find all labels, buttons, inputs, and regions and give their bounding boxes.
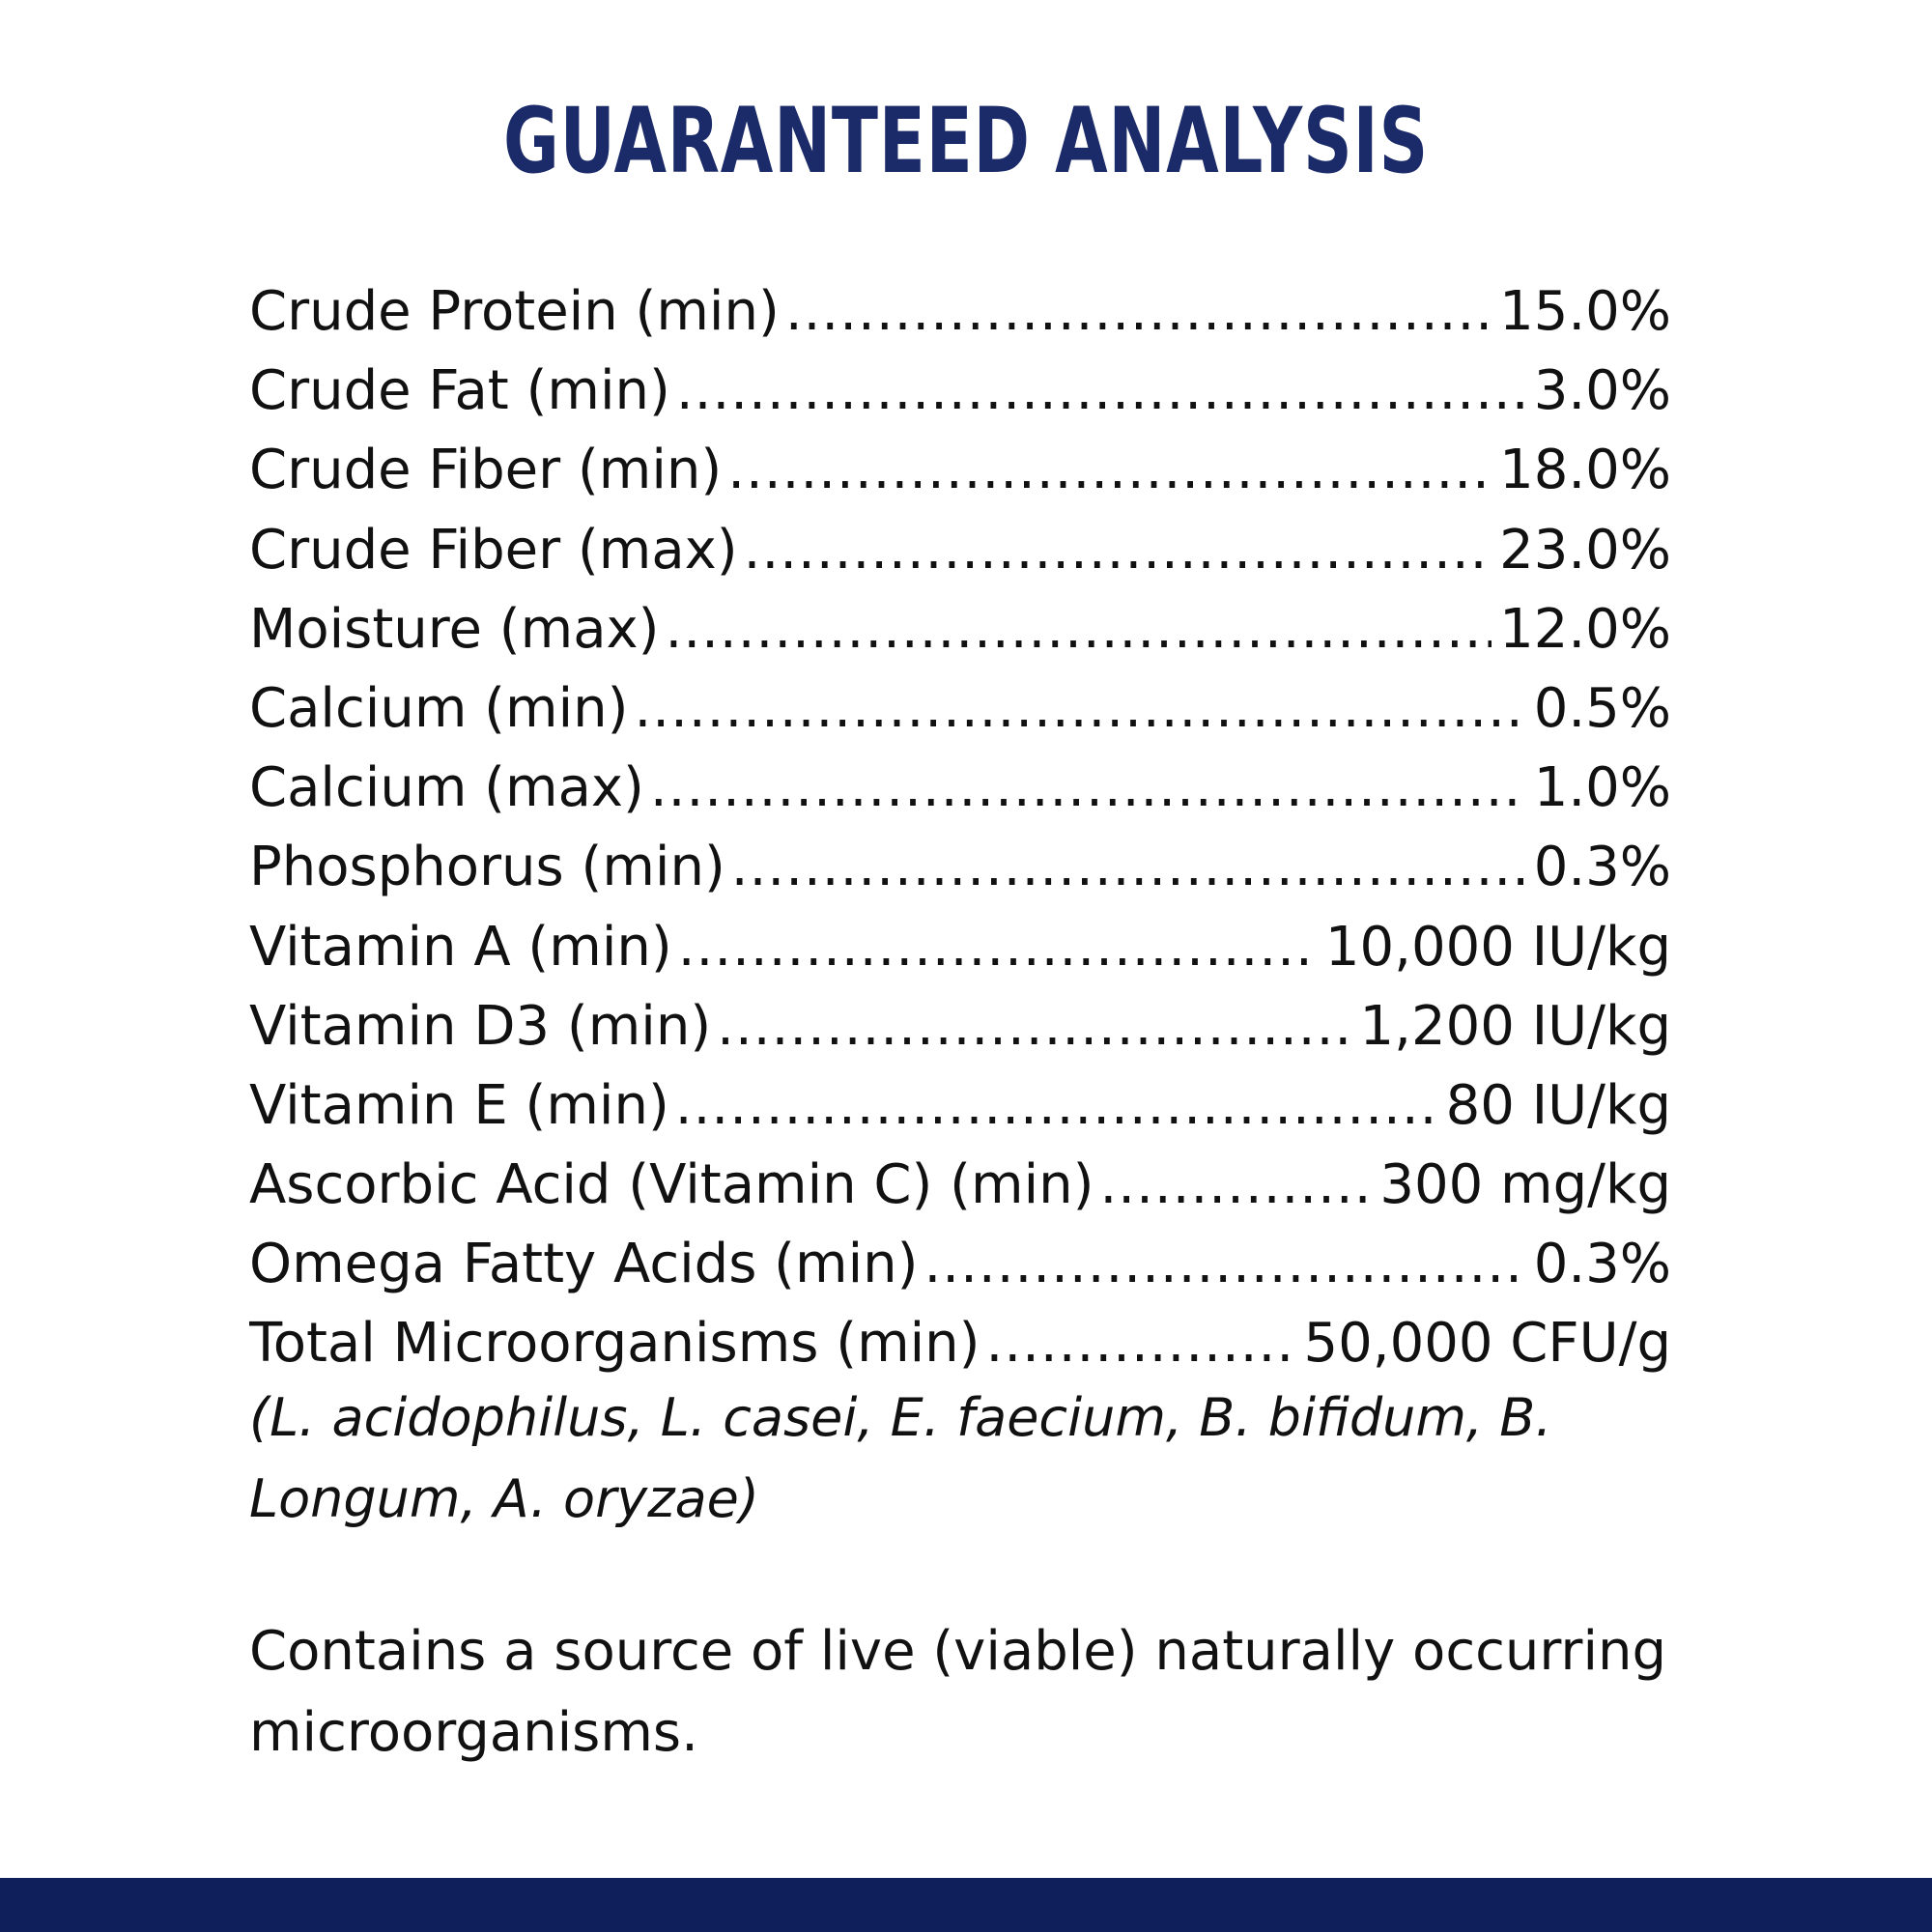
row-value: 3.0% <box>1533 359 1671 423</box>
row-value: 18.0% <box>1499 439 1671 502</box>
row-label: Vitamin A (min) <box>249 915 672 979</box>
row-value: 10,000 IU/kg <box>1324 915 1671 979</box>
analysis-row-vitamin-d3-min <box>249 987 1671 1066</box>
row-label: Moisture (max) <box>249 597 660 661</box>
row-label: Phosphorus (min) <box>249 836 725 899</box>
row-label: Crude Fiber (max) <box>249 518 738 582</box>
row-label: Total Microorganisms (min) <box>249 1312 980 1376</box>
dot-leader <box>727 431 1492 510</box>
analysis-row-crude-fat-min <box>249 352 1671 431</box>
dot-leader <box>634 669 1525 749</box>
dot-leader <box>731 828 1526 907</box>
microorganism-species-note: (L. acidophilus, L. casei, E. faecium, B. bifidum, B. Longum, A. oryzae) <box>249 1387 1552 1529</box>
row-value: 0.3% <box>1533 1233 1671 1296</box>
row-value: 50,000 CFU/g <box>1303 1312 1671 1376</box>
analysis-row-total-microorganisms-min <box>249 1304 1671 1383</box>
row-value: 80 IU/kg <box>1445 1073 1671 1137</box>
analysis-row-vitamin-e-min <box>249 1066 1671 1146</box>
analysis-row-ascorbic-acid-min <box>249 1146 1671 1225</box>
analysis-row-calcium-min <box>249 669 1671 749</box>
row-label: Ascorbic Acid (Vitamin C) (min) <box>249 1153 1094 1217</box>
analysis-row-calcium-max <box>249 749 1671 828</box>
row-value: 1.0% <box>1533 756 1671 820</box>
row-label: Crude Fat (min) <box>249 359 670 423</box>
dot-leader <box>1099 1146 1372 1225</box>
row-value: 0.5% <box>1533 676 1671 740</box>
row-label: Crude Protein (min) <box>249 280 780 343</box>
row-label: Omega Fatty Acids (min) <box>249 1233 919 1296</box>
page-title: GUARANTEED ANALYSIS <box>503 89 1429 194</box>
analysis-row-crude-fiber-max <box>249 511 1671 590</box>
dot-leader <box>986 1304 1296 1383</box>
row-value: 0.3% <box>1533 836 1671 899</box>
row-value: 12.0% <box>1499 597 1671 661</box>
dot-leader <box>675 1066 1438 1146</box>
row-value: 23.0% <box>1499 518 1671 582</box>
analysis-row-omega-fatty-acids-min <box>249 1225 1671 1304</box>
row-label: Vitamin D3 (min) <box>249 994 712 1058</box>
row-value: 1,200 IU/kg <box>1359 994 1671 1058</box>
dot-leader <box>678 908 1318 987</box>
dot-leader <box>717 987 1351 1066</box>
analysis-row-crude-fiber-min <box>249 431 1671 510</box>
row-value: 300 mg/kg <box>1379 1153 1671 1217</box>
live-microorganisms-statement: Contains a source of live (viable) naturally occurring microorganisms. <box>249 1620 1667 1764</box>
row-label: Crude Fiber (min) <box>249 439 723 502</box>
row-value: 15.0% <box>1499 280 1671 343</box>
row-label: Calcium (min) <box>249 676 629 740</box>
dot-leader <box>666 590 1492 669</box>
analysis-row-crude-protein-min <box>249 272 1671 352</box>
dot-leader <box>650 749 1526 828</box>
dot-leader <box>744 511 1492 590</box>
dot-leader <box>785 272 1492 352</box>
row-label: Calcium (max) <box>249 756 644 820</box>
analysis-table <box>249 272 1671 1384</box>
analysis-row-phosphorus-min <box>249 828 1671 907</box>
analysis-row-moisture-max <box>249 590 1671 669</box>
dot-leader <box>676 352 1526 431</box>
row-label: Vitamin E (min) <box>249 1073 669 1137</box>
footer-band <box>0 1878 1932 1932</box>
analysis-row-vitamin-a-min <box>249 908 1671 987</box>
dot-leader <box>923 1225 1525 1304</box>
